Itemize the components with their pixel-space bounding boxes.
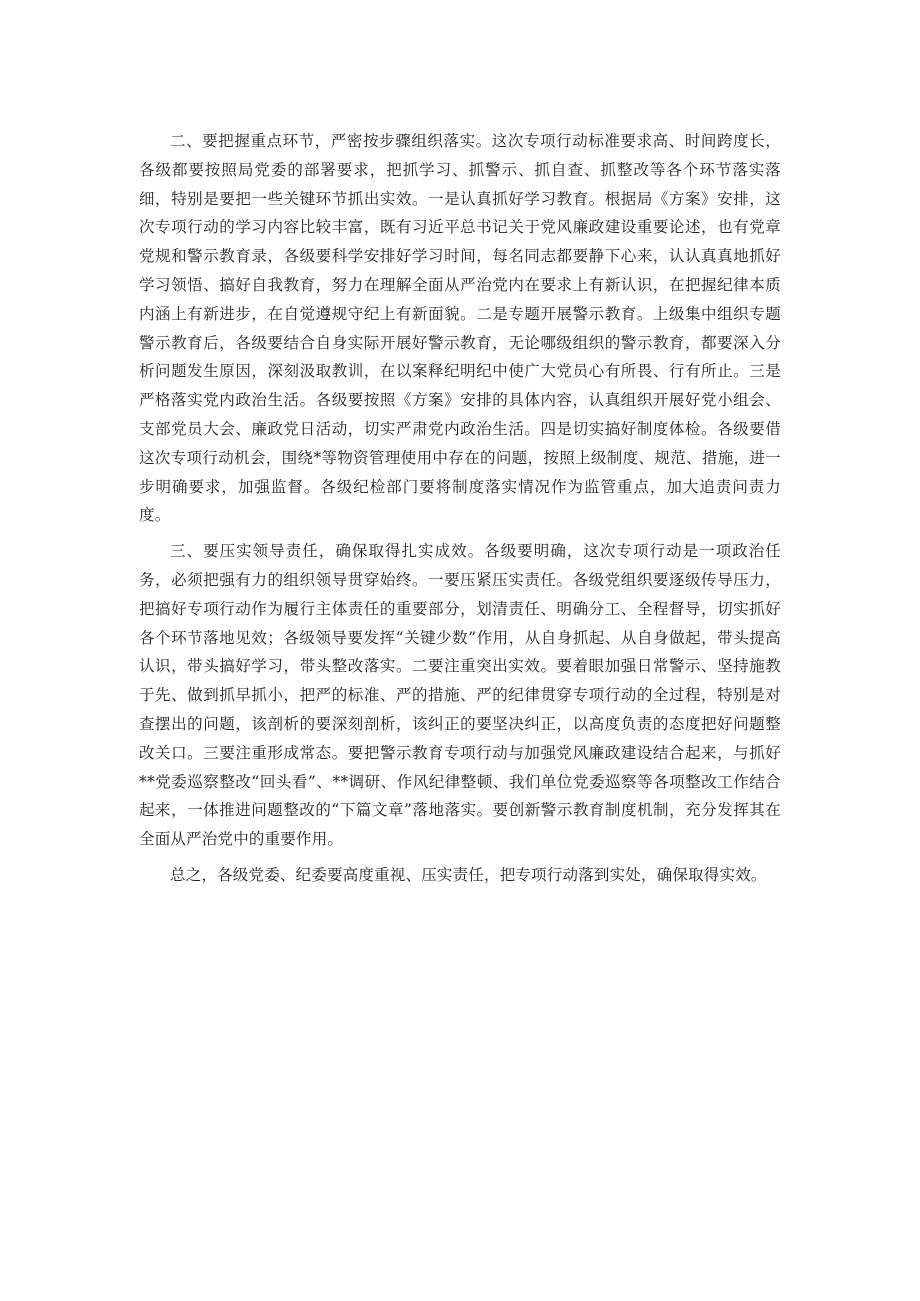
paragraph-conclusion: 总之，各级党委、纪委要高度重视、压实责任，把专项行动落到实处，确保取得实效。 [170, 865, 767, 884]
paragraph-section-two: 二、要把握重点环节，严密按步骤组织落实。这次专项行动标准要求高、时间跨度长，各级都要按照局党委的部署要求，把抓学习、抓警示、抓自查、抓整改等各个环节落实落细，特别是要把一些关键环节抓出实效。一是认真抓好学习教育。根据局《方案》安排，这次专项行动的学习内容比较丰富，既有习近平总书记关于党风廉政建设重要论述，也有党章党规和警示教育录，各级要科学安排好学习时间，每名同志都要静下心来，认认真真地抓好学习领悟、搞好自我教育，努力在理解全面从严治党内在要求上有新认识，在把握纪律本质内涵上有新进步，在自觉遵规守纪上有新面貌。二是专题开展警示教育。上级集中组织专题警示教育后，各级要结合自身实际开展好警示教育，无论哪级组织的警示教育，都要深入分析问题发生原因，深刻汲取教训，在以案释纪明纪中使广大党员心有所畏、行有所止。三是严格落实党内政治生活。各级要按照《方案》安排的具体内容，认真组织开展好党小组会、支部党员大会、廉政党日活动，切实严肃党内政治生活。四是切实搞好制度体检。各级要借这次专项行动机会，围绕*等物资管理使用中存在的问题，按照上级制度、规范、措施，进一步明确要求，加强监督。各级纪检部门要将制度落实情况作为监管重点，加大追责问责力度。 [139, 132, 781, 525]
paragraph-section-three: 三、要压实领导责任，确保取得扎实成效。各级要明确，这次专项行动是一项政治任务，必须把强有力的组织领导贯穿始终。一要压紧压实责任。各级党组织要逐级传导压力，把搞好专项行动作为履行主体责任的重要部分，划清责任、明确分工、全程督导，切实抓好各个环节落地见效；各级领导要发挥“关键少数”作用，从自身抓起、从自身做起，带头提高认识，带头搞好学习，带头整改落实。二要注重突出实效。要着眼加强日常警示、坚持施教于先、做到抓早抓小，把严的标准、严的措施、严的纪律贯穿专项行动的全过程，特别是对查摆出的问题，该剖析的要深刻剖析，该纠正的要坚决纠正，以高度负责的态度把好问题整改关口。三要注重形成常态。要把警示教育专项行动与加强党风廉政建设结合起来，与抓好**党委巡察整改“回头看”、**调研、作风纪律整顿、我们单位党委巡察等各项整改工作结合起来，一体推进问题整改的“下篇文章”落地落实。要创新警示教育制度机制，充分发挥其在全面从严治党中的重要作用。 [139, 542, 781, 849]
document-body [139, 127, 781, 897]
